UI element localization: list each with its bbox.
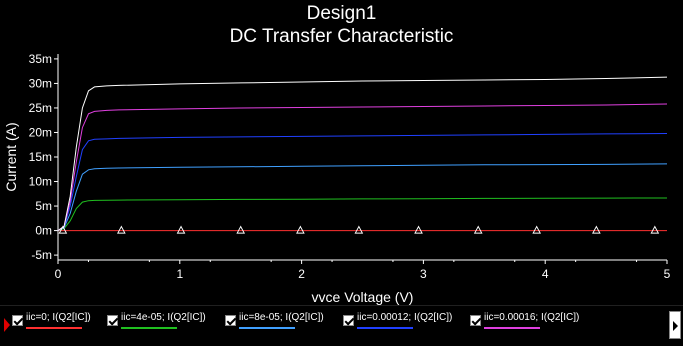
data-point-marker [475, 227, 482, 234]
series-line-1 [58, 198, 667, 231]
checkbox-checked-icon[interactable] [12, 315, 23, 326]
y-tick-label: 30m [28, 76, 52, 91]
x-tick-label: 4 [541, 267, 549, 281]
legend-swatch [121, 327, 177, 329]
y-tick-label: 25m [28, 100, 52, 115]
y-tick-label: 0m [35, 223, 52, 238]
x-tick-label: 5 [663, 267, 671, 281]
legend-swatch [26, 327, 82, 329]
chart-title: Design1 [306, 3, 377, 24]
series-layer [58, 77, 667, 231]
series-line-5 [58, 77, 667, 231]
y-tick-label: 35m [28, 51, 52, 66]
y-tick-label: -5m [31, 248, 52, 263]
series-line-3 [58, 134, 667, 231]
checkbox-checked-icon[interactable] [107, 315, 118, 326]
data-point-marker [651, 227, 658, 234]
y-tick-label: 15m [28, 150, 52, 164]
data-point-marker [297, 227, 304, 234]
legend-item-label: iic=4e-05; I(Q2[IC]) [121, 312, 206, 323]
checkbox-checked-icon[interactable] [225, 315, 236, 326]
y-axis-label: Current (A) [3, 122, 19, 192]
legend-swatch [484, 327, 540, 329]
data-point-marker [415, 227, 422, 234]
data-point-marker [178, 227, 185, 234]
legend-item-label: iic=0.00016; I(Q2[IC]) [484, 312, 580, 323]
x-tick-label: 2 [298, 267, 305, 281]
marker-layer [59, 227, 658, 234]
data-point-marker [237, 227, 244, 234]
data-point-marker [118, 227, 125, 234]
axes [29, 52, 671, 281]
x-tick-label: 0 [54, 267, 62, 281]
series-line-2 [58, 164, 667, 231]
data-point-marker [593, 227, 600, 234]
y-tick-label: 10m [28, 174, 52, 189]
legend-scroll-right-button[interactable] [669, 311, 681, 339]
y-tick-label: 20m [28, 125, 52, 140]
legend-swatch [239, 327, 295, 329]
legend-item-label: iic=8e-05; I(Q2[IC]) [239, 312, 324, 323]
checkbox-checked-icon[interactable] [343, 315, 354, 326]
legend-selection-marker-icon [4, 318, 10, 332]
x-tick-label: 1 [176, 267, 184, 281]
legend [0, 305, 683, 346]
x-axis-label: vvce Voltage (V) [311, 289, 414, 305]
legend-swatch [357, 327, 413, 329]
x-tick-label: 3 [420, 267, 427, 281]
y-tick-label: 5m [35, 199, 52, 214]
legend-item-label: iic=0.00012; I(Q2[IC]) [357, 312, 453, 323]
legend-item-label: iic=0; I(Q2[IC]) [26, 312, 91, 323]
data-point-marker [355, 227, 362, 234]
checkbox-checked-icon[interactable] [470, 315, 481, 326]
data-point-marker [533, 227, 540, 234]
chart-subtitle: DC Transfer Characteristic [229, 26, 454, 47]
